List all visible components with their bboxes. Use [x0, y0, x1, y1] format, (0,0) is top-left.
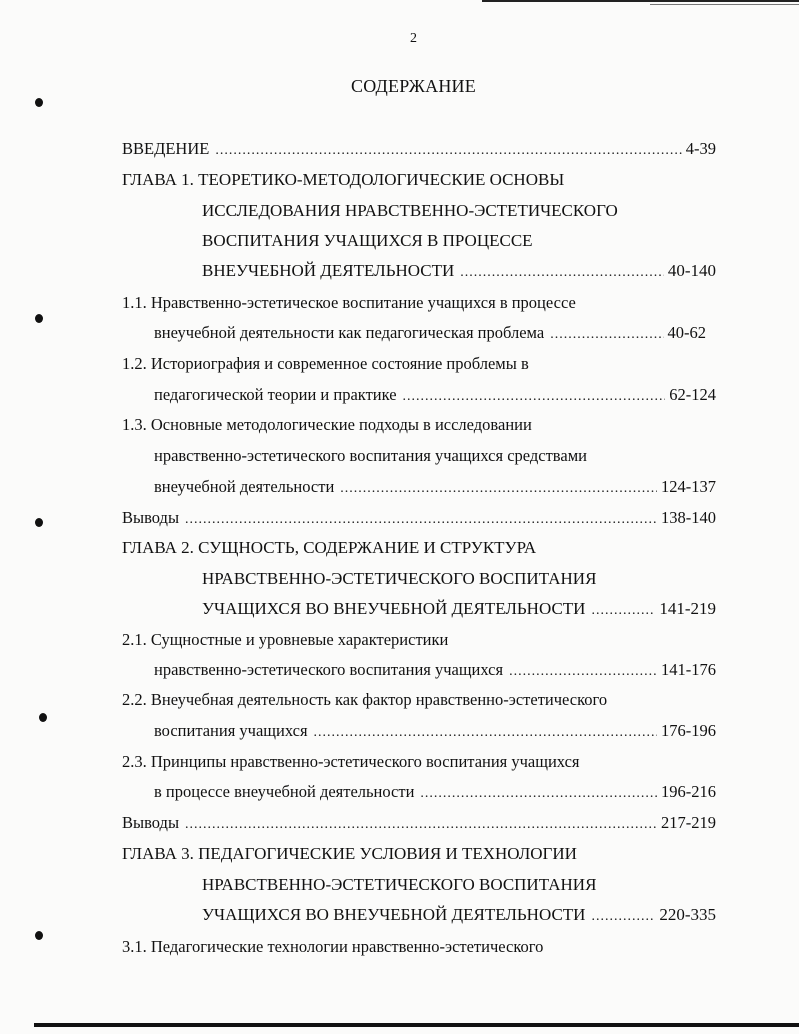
- toc-section-2-2-line-1: 2.2. Внеучебная деятельность как фактор нравственно-эстетического: [122, 690, 608, 709]
- toc-chapter-1-line-2: ИССЛЕДОВАНИЯ НРАВСТВЕННО-ЭСТЕТИЧЕСКОГО: [202, 201, 618, 220]
- toc-chapter-2-last-line: [202, 599, 716, 621]
- toc-entry-pages: 176-196: [661, 721, 716, 740]
- toc-entry-title: Выводы: [122, 813, 180, 832]
- dot-leader: [340, 479, 657, 499]
- dot-leader: [314, 723, 657, 743]
- toc-section-1-1-line-1: 1.1. Нравственно-эстетическое воспитание учащихся в процессе: [122, 293, 576, 312]
- toc-entry-pages: 40-62: [667, 323, 706, 342]
- toc-entry-title: внеучебной деятельности: [154, 477, 335, 496]
- hole-punch-mark: [35, 931, 43, 940]
- toc-chapter-1-line-1: ГЛАВА 1. ТЕОРЕТИКО-МЕТОДОЛОГИЧЕСКИЕ ОСНОВЫ: [122, 170, 565, 189]
- toc-section-2-1-last-line: [154, 660, 716, 682]
- toc-chapter-3-line-2: НРАВСТВЕННО-ЭСТЕТИЧЕСКОГО ВОСПИТАНИЯ: [202, 875, 597, 894]
- toc-chapter-3-line-1: ГЛАВА 3. ПЕДАГОГИЧЕСКИЕ УСЛОВИЯ И ТЕХНОЛОГИИ: [122, 844, 577, 863]
- toc-section-2-1-line-1: 2.1. Сущностные и уровневые характеристики: [122, 630, 449, 649]
- page-title: СОДЕРЖАНИЕ: [351, 76, 476, 96]
- hole-punch-mark: [35, 314, 43, 323]
- dot-leader: [185, 815, 657, 835]
- page-number: 2: [410, 31, 417, 46]
- toc-section-3-1-line-1: 3.1. Педагогические технологии нравственно-эстетического: [122, 937, 544, 956]
- toc-section-2-2-last-line: [154, 721, 716, 743]
- dot-leader: [403, 387, 666, 407]
- toc-section-1-3-line-2: нравственно-эстетического воспитания учащихся средствами: [154, 446, 587, 465]
- toc-entry-title: Выводы: [122, 508, 180, 527]
- toc-chapter-1-line-3: ВОСПИТАНИЯ УЧАЩИХСЯ В ПРОЦЕССЕ: [202, 231, 533, 250]
- toc-conclusions-chapter-1: [122, 508, 716, 530]
- toc-section-1-3-last-line: [154, 477, 716, 499]
- toc-entry-introduction: [122, 139, 716, 161]
- hole-punch-mark: [35, 518, 43, 527]
- toc-entry-title: УЧАЩИХСЯ ВО ВНЕУЧЕБНОЙ ДЕЯТЕЛЬНОСТИ: [202, 599, 586, 618]
- toc-section-2-3-line-1: 2.3. Принципы нравственно-эстетического воспитания учащихся: [122, 752, 580, 771]
- toc-entry-title: воспитания учащихся: [154, 721, 308, 740]
- scan-edge-bottom: [34, 1023, 799, 1027]
- scan-edge-top-thin: [650, 4, 799, 5]
- toc-section-2-3-last-line: [154, 782, 716, 804]
- toc-entry-pages: 62-124: [669, 385, 716, 404]
- toc-conclusions-chapter-2: [122, 813, 716, 835]
- toc-entry-pages: 196-216: [661, 782, 716, 801]
- dot-leader: [591, 907, 655, 927]
- toc-chapter-3-last-line: [202, 905, 716, 927]
- toc-entry-title: нравственно-эстетического воспитания учащихся: [154, 660, 504, 679]
- toc-chapter-2-line-1: ГЛАВА 2. СУЩНОСТЬ, СОДЕРЖАНИЕ И СТРУКТУРА: [122, 538, 537, 557]
- dot-leader: [215, 141, 681, 161]
- toc-section-1-2-last-line: [154, 385, 716, 407]
- dot-leader: [591, 601, 655, 621]
- dot-leader: [185, 510, 657, 530]
- toc-entry-pages: 220-335: [659, 905, 716, 924]
- dot-leader: [420, 784, 657, 804]
- toc-entry-pages: 217-219: [661, 813, 716, 832]
- toc-entry-pages: 141-176: [661, 660, 716, 679]
- toc-entry-title: внеучебной деятельности как педагогическая проблема: [154, 323, 545, 342]
- toc-chapter-1-last-line: [202, 261, 716, 283]
- toc-entry-title: педагогической теории и практике: [154, 385, 397, 404]
- toc-entry-title: ВНЕУЧЕБНОЙ ДЕЯТЕЛЬНОСТИ: [202, 261, 455, 280]
- toc-section-1-2-line-1: 1.2. Историография и современное состояние проблемы в: [122, 354, 529, 373]
- toc-entry-pages: 138-140: [661, 508, 716, 527]
- scan-edge-top: [482, 0, 799, 2]
- toc-section-1-3-line-1: 1.3. Основные методологические подходы в исследовании: [122, 415, 532, 434]
- toc-chapter-2-line-2: НРАВСТВЕННО-ЭСТЕТИЧЕСКОГО ВОСПИТАНИЯ: [202, 569, 597, 588]
- toc-section-1-1-last-line: [154, 323, 706, 345]
- toc-entry-title: ВВЕДЕНИЕ: [122, 139, 210, 158]
- dot-leader: [550, 325, 663, 345]
- toc-entry-pages: 141-219: [659, 599, 716, 618]
- toc-entry-title: УЧАЩИХСЯ ВО ВНЕУЧЕБНОЙ ДЕЯТЕЛЬНОСТИ: [202, 905, 586, 924]
- hole-punch-mark: [39, 713, 47, 722]
- dot-leader: [509, 662, 657, 682]
- dot-leader: [460, 263, 664, 283]
- toc-entry-title: в процессе внеучебной деятельности: [154, 782, 415, 801]
- toc-entry-pages: 124-137: [661, 477, 716, 496]
- toc-entry-pages: 4-39: [685, 139, 716, 158]
- toc-entry-pages: 40-140: [667, 261, 716, 280]
- hole-punch-mark: [35, 98, 43, 107]
